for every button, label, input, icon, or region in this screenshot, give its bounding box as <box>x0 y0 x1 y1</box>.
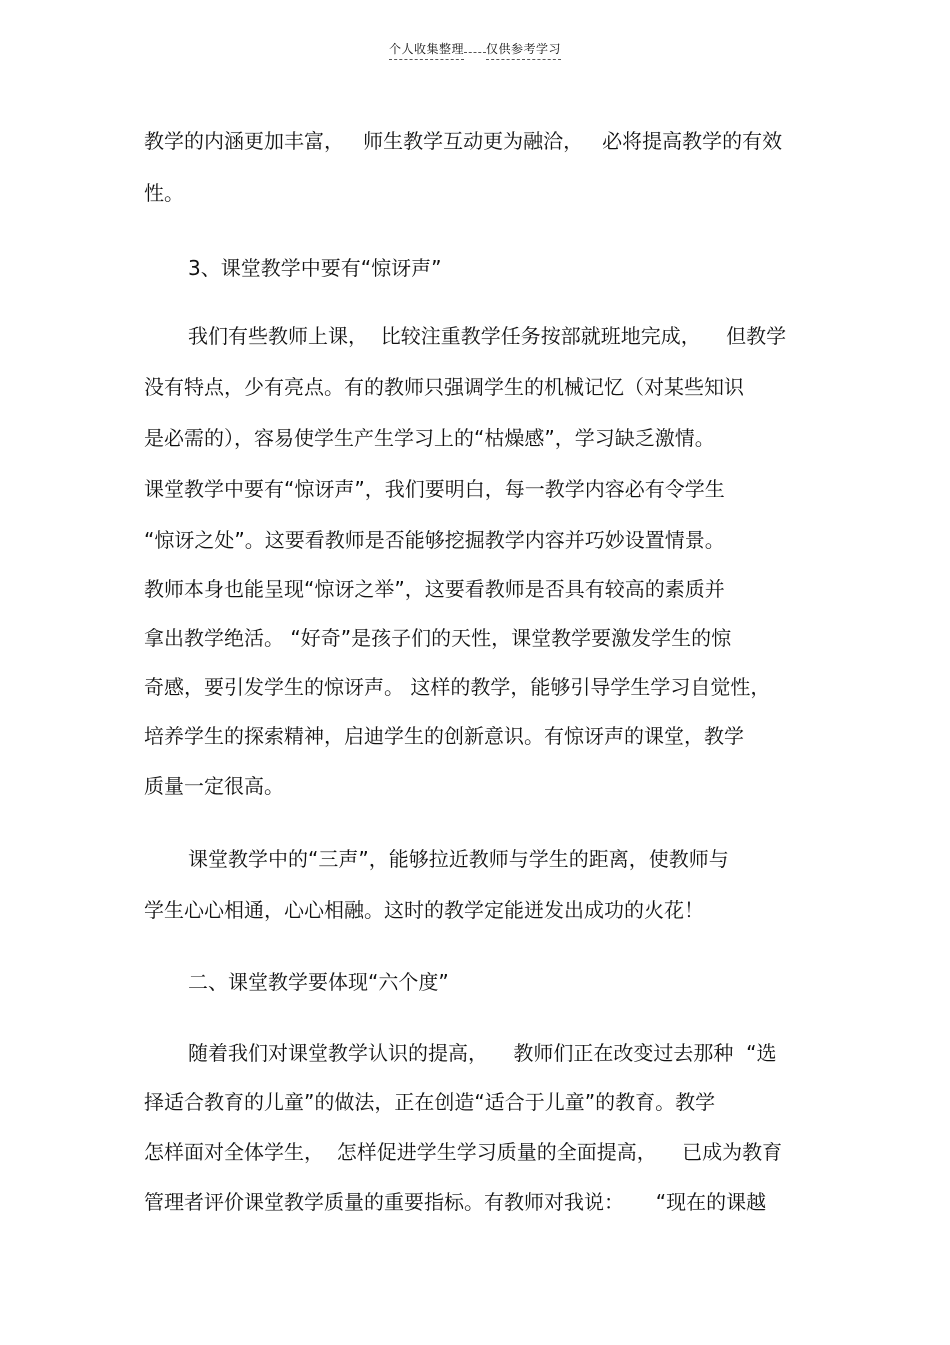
text-line: 没有特点，少有亮点。有的教师只强调学生的机械记忆（对某些知识 <box>144 375 744 399</box>
text-line: 择适合教育的儿童”的做法，正在创造“适合于儿童”的教育。教学 <box>144 1090 716 1114</box>
text-line: 怎样面对全体学生， 怎样促进学生学习质量的全面提高， 已成为教育 <box>144 1140 783 1164</box>
text-line: 我们有些教师上课， 比较注重教学任务按部就班地完成， 但教学 <box>188 324 787 348</box>
page-header <box>0 40 950 60</box>
text-line: 学生心心相通，心心相融。这时的教学定能迸发出成功的火花！ <box>144 898 704 922</box>
section-heading: 3、课堂教学中要有“惊讶声” <box>188 256 442 280</box>
section-heading: 二、课堂教学要体现“六个度” <box>188 970 449 994</box>
text-line: 培养学生的探索精神，启迪学生的创新意识。有惊讶声的课堂，教学 <box>144 724 744 748</box>
text-line: 质量一定很高。 <box>144 774 284 798</box>
text-line: 随着我们对课堂教学认识的提高， 教师们正在改变过去那种 “选 <box>188 1041 777 1065</box>
text-line: 课堂教学中的“三声”，能够拉近教师与学生的距离，使教师与 <box>188 847 729 871</box>
header-right-text: 仅供参考学习 <box>486 40 561 60</box>
text-line: 性。 <box>144 181 184 205</box>
text-line: “惊讶之处”。这要看教师是否能够挖掘教学内容并巧妙设置情景。 <box>144 528 725 552</box>
text-line: 教师本身也能呈现“惊讶之举”，这要看教师是否具有较高的素质并 <box>144 577 725 601</box>
text-line: 奇感，要引发学生的惊讶声。 这样的教学，能够引导学生学习自觉性， <box>144 675 771 699</box>
text-line: 拿出教学绝活。 “好奇”是孩子们的天性，课堂教学要激发学生的惊 <box>144 626 732 650</box>
text-line: 管理者评价课堂教学质量的重要指标。有教师对我说： “现在的课越 <box>144 1190 767 1214</box>
text-line: 是必需的），容易使学生产生学习上的“枯燥感”，学习缺乏激情。 <box>144 426 715 450</box>
header-left-text: 个人收集整理 <box>389 40 464 60</box>
text-line: 课堂教学中要有“惊讶声”，我们要明白，每一教学内容必有令学生 <box>144 477 725 501</box>
text-line: 教学的内涵更加丰富， 师生教学互动更为融洽， 必将提高教学的有效 <box>144 129 783 153</box>
